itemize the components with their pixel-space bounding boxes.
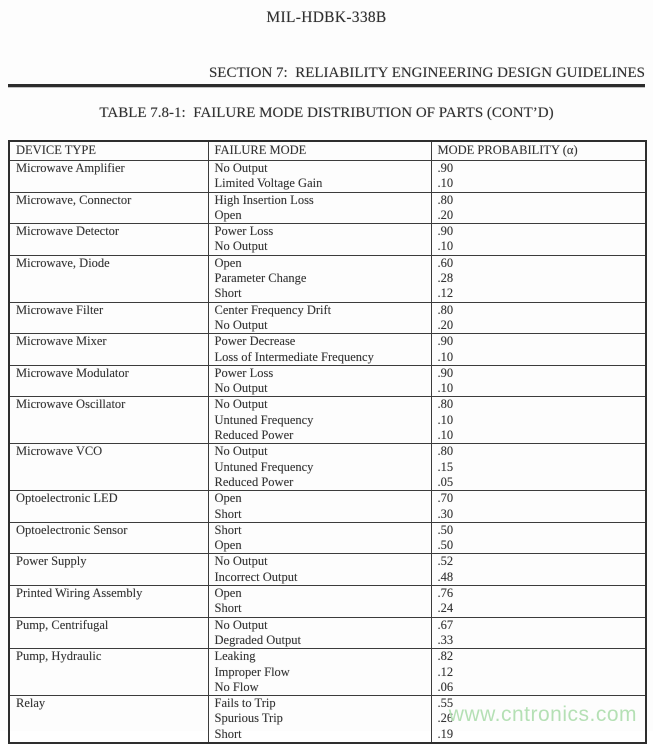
mode-probability-line: .80 <box>437 302 454 317</box>
failure-mode-cell <box>208 444 431 491</box>
device-type-cell: Optoelectronic Sensor <box>9 522 208 554</box>
mode-probability-cell <box>431 491 646 523</box>
table-title: TABLE 7.8-1: FAILURE MODE DISTRIBUTION OF PARTS (CONT’D) <box>99 105 554 121</box>
failure-mode-line: Loss of Intermediate Frequency <box>214 349 374 364</box>
device-type-cell: Microwave Amplifier <box>9 161 208 193</box>
failure-mode-line: Center Frequency Drift <box>214 302 332 317</box>
failure-mode-line: Open <box>214 538 242 553</box>
failure-mode-line: Untuned Frequency <box>214 412 314 427</box>
device-type-cell: Microwave Detector <box>9 224 208 256</box>
failure-mode-line: Open <box>214 207 242 222</box>
failure-mode-line: High Insertion Loss <box>214 192 314 207</box>
mode-probability-cell <box>431 522 646 554</box>
failure-mode-line: No Output <box>214 617 268 632</box>
table-row <box>9 255 646 302</box>
mode-probability-cell <box>431 444 646 491</box>
section-title: SECTION 7: RELIABILITY ENGINEERING DESIGN GUIDELINES <box>208 65 645 81</box>
device-type-cell: Microwave, Connector <box>9 192 208 224</box>
mode-probability-line: .48 <box>437 569 454 584</box>
device-type-cell: Optoelectronic LED <box>9 491 208 523</box>
failure-table-body <box>9 161 646 743</box>
failure-mode-line: No Output <box>214 444 268 459</box>
table-row <box>9 649 646 696</box>
mode-probability-cell <box>431 302 646 334</box>
failure-mode-line: Spurious Trip <box>214 711 283 726</box>
failure-mode-line: Improper Flow <box>214 664 290 679</box>
mode-probability-cell <box>431 161 646 193</box>
failure-mode-line: Fails to Trip <box>214 696 276 711</box>
failure-mode-line: No Output <box>214 381 268 396</box>
device-type-cell: Pump, Centrifugal <box>9 617 208 649</box>
failure-mode-cell <box>208 696 431 743</box>
table-row <box>9 192 646 224</box>
failure-mode-line: Short <box>214 506 242 521</box>
table-row <box>9 586 646 618</box>
column-header-failure-mode: FAILURE MODE <box>208 141 431 161</box>
mode-probability-line: .76 <box>437 586 454 601</box>
mode-probability-line: .55 <box>437 696 454 711</box>
mode-probability-cell <box>431 192 646 224</box>
failure-mode-line: Power Decrease <box>214 334 296 349</box>
failure-mode-line: Leaking <box>214 649 256 664</box>
failure-mode-cell <box>208 161 431 193</box>
failure-mode-line: No Output <box>214 554 268 569</box>
device-type-cell: Microwave Filter <box>9 302 208 334</box>
device-type-cell: Microwave Mixer <box>9 334 208 366</box>
device-type-cell: Microwave VCO <box>9 444 208 491</box>
failure-mode-cell <box>208 617 431 649</box>
mode-probability-line: .28 <box>437 271 454 286</box>
table-row <box>9 365 646 397</box>
mode-probability-line: .06 <box>437 679 454 694</box>
mode-probability-cell <box>431 365 646 397</box>
failure-mode-line: Untuned Frequency <box>214 459 314 474</box>
mode-probability-line: .26 <box>437 711 454 726</box>
table-row <box>9 554 646 586</box>
mode-probability-line: .10 <box>437 176 454 191</box>
mode-probability-line: .82 <box>437 649 454 664</box>
mode-probability-line: .15 <box>437 459 454 474</box>
mode-probability-line: .10 <box>437 428 454 443</box>
failure-mode-line: Parameter Change <box>214 271 307 286</box>
table-header-row <box>9 141 646 161</box>
failure-mode-line: No Flow <box>214 679 259 694</box>
mode-probability-line: .30 <box>437 506 454 521</box>
document-number-header: MIL-HDBK-338B <box>266 9 387 26</box>
section-divider-rule <box>8 84 645 87</box>
failure-mode-line: Short <box>214 726 242 741</box>
device-type-cell: Printed Wiring Assembly <box>9 586 208 618</box>
failure-mode-cell <box>208 586 431 618</box>
mode-probability-line: .12 <box>437 286 454 301</box>
mode-probability-cell <box>431 586 646 618</box>
table-row <box>9 161 646 193</box>
failure-mode-cell <box>208 224 431 256</box>
failure-mode-cell <box>208 491 431 523</box>
failure-mode-line: Short <box>214 286 242 301</box>
mode-probability-line: .52 <box>437 554 454 569</box>
failure-mode-line: Power Loss <box>214 365 274 380</box>
device-type-cell: Microwave, Diode <box>9 255 208 302</box>
failure-mode-line: No Output <box>214 317 268 332</box>
mode-probability-line: .10 <box>437 349 454 364</box>
mode-probability-line: .90 <box>437 161 454 175</box>
mode-probability-line: .60 <box>437 255 454 270</box>
mode-probability-cell <box>431 334 646 366</box>
mode-probability-line: .10 <box>437 381 454 396</box>
failure-mode-cell <box>208 554 431 586</box>
column-header-mode-probability: MODE PROBABILITY (α) <box>431 141 646 161</box>
device-type-cell: Relay <box>9 696 208 743</box>
failure-mode-line: Limited Voltage Gain <box>214 176 323 191</box>
device-type-cell: Microwave Oscillator <box>9 397 208 444</box>
failure-mode-line: Reduced Power <box>214 428 294 443</box>
table-row <box>9 617 646 649</box>
mode-probability-line: .50 <box>437 538 454 553</box>
failure-mode-table <box>8 140 647 744</box>
device-type-cell: Microwave Modulator <box>9 365 208 397</box>
table-row <box>9 334 646 366</box>
failure-mode-cell <box>208 649 431 696</box>
failure-mode-line: Power Loss <box>214 224 274 239</box>
mode-probability-cell <box>431 554 646 586</box>
mode-probability-line: .33 <box>437 632 454 647</box>
mode-probability-line: .70 <box>437 491 454 506</box>
mode-probability-line: .80 <box>437 192 454 207</box>
mode-probability-line: .80 <box>437 444 454 459</box>
failure-mode-line: Incorrect Output <box>214 569 298 584</box>
mode-probability-cell <box>431 397 646 444</box>
mode-probability-line: .90 <box>437 224 454 239</box>
failure-mode-line: Open <box>214 586 242 601</box>
failure-mode-cell <box>208 397 431 444</box>
mode-probability-line: .50 <box>437 522 454 537</box>
mode-probability-line: .12 <box>437 664 454 679</box>
failure-mode-line: Open <box>214 491 242 506</box>
failure-mode-line: Short <box>214 601 242 616</box>
failure-mode-line: No Output <box>214 161 268 175</box>
device-type-cell: Pump, Hydraulic <box>9 649 208 696</box>
failure-mode-line: Short <box>214 522 242 537</box>
failure-mode-cell <box>208 522 431 554</box>
failure-mode-line: No Output <box>214 239 268 254</box>
table-row <box>9 397 646 444</box>
mode-probability-line: .10 <box>437 239 454 254</box>
mode-probability-line: .24 <box>437 601 454 616</box>
mode-probability-line: .90 <box>437 334 454 349</box>
failure-mode-line: Open <box>214 255 242 270</box>
table-row <box>9 491 646 523</box>
failure-mode-cell <box>208 302 431 334</box>
failure-mode-cell <box>208 255 431 302</box>
column-header-device-type: DEVICE TYPE <box>9 141 208 161</box>
failure-mode-line: Degraded Output <box>214 632 301 647</box>
failure-mode-line: Reduced Power <box>214 474 294 489</box>
watermark-text: www.cntronics.com <box>448 703 637 726</box>
mode-probability-line: .80 <box>437 397 454 412</box>
failure-mode-cell <box>208 334 431 366</box>
failure-mode-cell <box>208 365 431 397</box>
mode-probability-line: .90 <box>437 365 454 380</box>
table-row <box>9 444 646 491</box>
mode-probability-line: .20 <box>437 207 454 222</box>
mode-probability-line: .05 <box>437 474 454 489</box>
mode-probability-line: .19 <box>437 726 454 741</box>
mode-probability-cell <box>431 617 646 649</box>
table-row <box>9 224 646 256</box>
table-row <box>9 302 646 334</box>
mode-probability-cell <box>431 224 646 256</box>
mode-probability-line: .67 <box>437 617 454 632</box>
mode-probability-cell <box>431 649 646 696</box>
failure-mode-cell <box>208 192 431 224</box>
table-row <box>9 522 646 554</box>
failure-mode-line: No Output <box>214 397 268 412</box>
mode-probability-cell <box>431 255 646 302</box>
mode-probability-line: .10 <box>437 412 454 427</box>
device-type-cell: Power Supply <box>9 554 208 586</box>
mode-probability-line: .20 <box>437 317 454 332</box>
